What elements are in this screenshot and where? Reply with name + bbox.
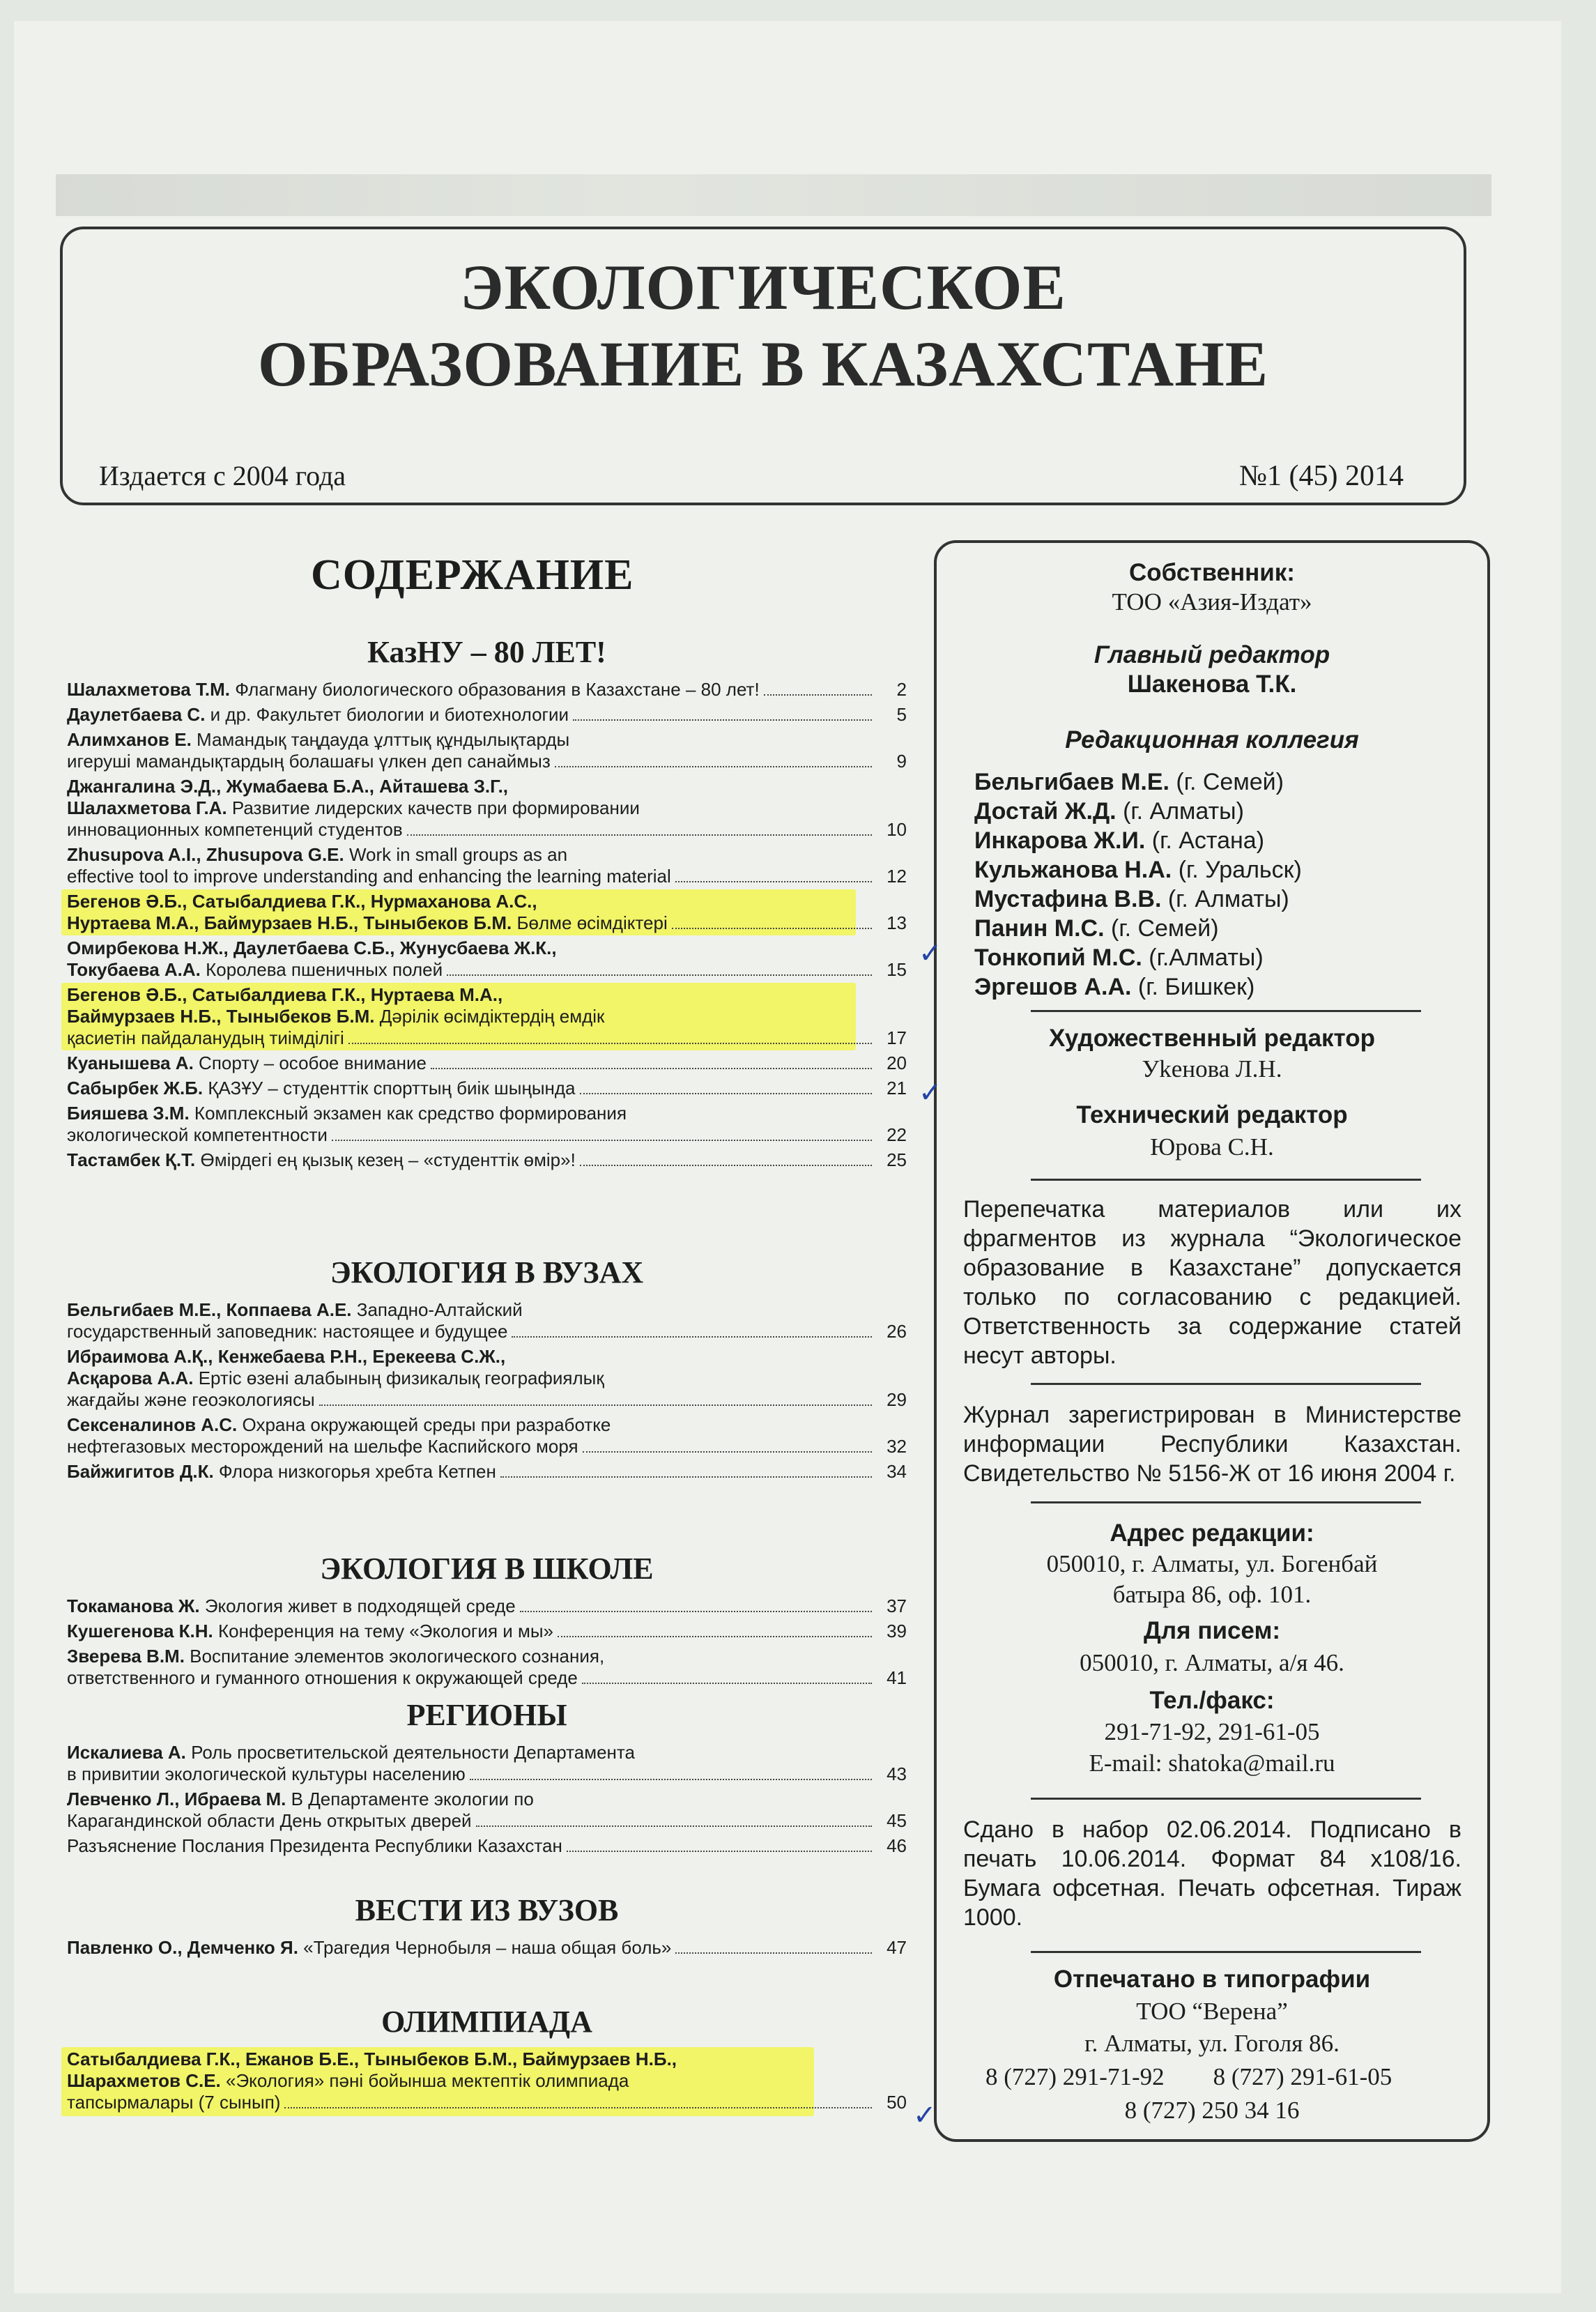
printer-phone-3: 8 (727) 250 34 16 [1124, 2097, 1300, 2124]
toc-entry [67, 704, 907, 726]
toc-entry [67, 1595, 907, 1617]
toc-entry-text: Шарахметов С.Е. «Экология» пәні бойынша мектептік олимпиада [67, 2070, 629, 2091]
toc-entry-text: тапсырмалары (7 сынып) [67, 2092, 281, 2113]
printer-phone-2: 8 (727) 291-61-05 [1213, 2063, 1392, 2090]
toc-entry-text: в привитии экологической культуры населению [67, 1763, 466, 1784]
chief-editor-label: Главный редактор [1094, 641, 1330, 668]
registration-note: Журнал зарегистрирован в Министерстве информации Республики Казахстан. Свидетельство № 5156-Ж от 16 июня 2004 г. [963, 1402, 1461, 1487]
toc-entry-text: Тастамбек Қ.Т. Өмірдегі ең қызық кезең – «студенттік өмір»! [67, 1149, 576, 1170]
toc-entry-text: Искалиева А. Роль просветительской деятельности Департамента [67, 1742, 635, 1763]
board-member-city: (г. Астана) [1145, 827, 1265, 854]
board-member [974, 767, 1302, 797]
art-editor: Уkенова Л.Н. [1142, 1055, 1282, 1082]
pen-tick-icon: ✓ [919, 937, 942, 970]
toc-page-number: 45 [887, 1810, 907, 1831]
art-editor-label: Художественный редактор [1049, 1025, 1375, 1052]
toc-entry [67, 1621, 907, 1642]
leader-dots [675, 1952, 872, 1954]
toc-entry-text: Баймурзаев Н.Б., Тыныбеков Б.М. Дәрілік өсімдіктердің емдік [67, 1006, 605, 1027]
toc-entry [67, 1299, 907, 1342]
journal-title-line2: ОБРАЗОВАНИЕ В КАЗАХСТАНЕ [257, 328, 1269, 399]
editorial-board-list [974, 767, 1302, 1002]
toc-entry [67, 1103, 907, 1146]
section-title: ОЛИМПИАДА [381, 2005, 592, 2039]
leader-dots [476, 1825, 872, 1827]
board-member [974, 797, 1302, 826]
email: E-mail: shatoka@mail.ru [1089, 1750, 1335, 1777]
divider [1031, 1179, 1421, 1181]
toc-entry [67, 844, 907, 887]
leader-dots [583, 1450, 872, 1453]
toc-entry-text: ответственного и гуманного отношения к окружающей среде [67, 1667, 578, 1688]
toc-page-number: 39 [887, 1621, 907, 1641]
board-member-city: (г. Уральск) [1172, 857, 1302, 883]
section-title: ЭКОЛОГИЯ В ВУЗАХ [330, 1255, 644, 1289]
toc-entry [67, 984, 907, 1049]
toc-entry-text: Асқарова А.А. Ертіс өзені алабының физикалық географиялық [67, 1368, 604, 1388]
toc-entry-text: Куанышева А. Спорту – особое внимание [67, 1052, 427, 1073]
toc-entry-text: жағдайы және геоэкологиясы [67, 1389, 315, 1410]
board-member [974, 914, 1302, 943]
board-member-city: (г. Алматы) [1161, 886, 1289, 912]
board-member-city: (г. Семей) [1169, 769, 1284, 795]
printer-phone-1: 8 (727) 291-71-92 [985, 2063, 1165, 2090]
toc-page-number: 15 [887, 959, 907, 980]
contents-title: СОДЕРЖАНИЕ [311, 551, 634, 599]
board-member-city: (г.Алматы) [1142, 944, 1264, 971]
leader-dots [348, 1042, 872, 1044]
toc-page-number: 50 [887, 2092, 907, 2113]
tech-editor-label: Технический редактор [1076, 1101, 1348, 1128]
toc-entry-text: Зверева В.М. Воспитание элементов экологического сознания, [67, 1646, 605, 1667]
printer-phones [937, 2062, 1487, 2092]
leader-dots [573, 719, 872, 721]
toc-entry [67, 776, 907, 841]
toc-entry-text: Сатыбалдиева Г.К., Ежанов Б.Е., Тыныбеков Б.М., Баймурзаев Н.Б., [67, 2049, 677, 2069]
toc-entry-text: қасиетін пайдаланудың тиімділігі [67, 1027, 344, 1048]
toc-entry [67, 1937, 907, 1959]
leader-dots [555, 765, 872, 767]
leader-dots [567, 1850, 872, 1852]
toc-page-number: 13 [887, 912, 907, 933]
section-title: РЕГИОНЫ [406, 1698, 567, 1732]
board-label: Редакционная коллегия [1065, 726, 1359, 753]
toc-page-number: 29 [887, 1389, 907, 1410]
toc-entry-text: инновационных компетенций студентов [67, 819, 403, 840]
phones: 291-71-92, 291-61-05 [1104, 1718, 1320, 1745]
leader-dots [447, 974, 872, 976]
owner-label: Собственник: [1129, 559, 1295, 586]
toc-entry-text: Кушегенова К.Н. Конференция на тему «Экология и мы» [67, 1621, 554, 1641]
toc-entry-text: экологической компетентности [67, 1124, 328, 1145]
toc-entry-text: Ибраимова А.Қ., Кенжебаева Р.Н., Ерекеева С.Ж., [67, 1346, 506, 1367]
leader-dots [332, 1139, 872, 1141]
toc-entry [67, 1149, 907, 1171]
published-since: Издается с 2004 года [99, 460, 346, 491]
toc-entry-text: Бегенов Ә.Б., Сатыбалдиева Г.К., Нуртаева М.А., [67, 984, 503, 1005]
toc-entry [67, 679, 907, 701]
toc-page-number: 9 [896, 751, 907, 772]
toc-entry-text: Бельгибаев М.Е., Коппаева А.Е. Западно-Алтайский [67, 1299, 523, 1320]
toc-entry [67, 2049, 907, 2113]
section-title: ВЕСТИ ИЗ ВУЗОВ [355, 1893, 619, 1927]
divider [1031, 1501, 1421, 1503]
print-info: Сдано в набор 02.06.2014. Подписано в печать 10.06.2014. Формат 84 x108/16. Бумага офсетная. Печать офсетная. Тираж 1000. [963, 1816, 1461, 1931]
board-member-city: (г. Семей) [1104, 915, 1219, 942]
board-member [974, 855, 1302, 885]
leader-dots [582, 1682, 872, 1684]
toc-entry [67, 937, 907, 981]
leader-dots [500, 1476, 872, 1478]
board-member [974, 826, 1302, 855]
divider [1031, 1383, 1421, 1385]
board-member-name: Панин М.С. [974, 915, 1105, 942]
toc-page-number: 22 [887, 1124, 907, 1145]
board-member-name: Эргешов А.А. [974, 974, 1132, 1000]
toc-page-number: 21 [887, 1078, 907, 1098]
toc-entry-text: effective tool to improve understanding and enhancing the learning material [67, 866, 671, 887]
toc-page-number: 32 [887, 1436, 907, 1457]
toc-entry-text: государственный заповедник: настоящее и будущее [67, 1321, 508, 1342]
toc-entry-text: Даулетбаева С. и др. Факультет биологии и биотехнологии [67, 704, 569, 725]
board-member-name: Тонкопий М.С. [974, 944, 1142, 971]
reprint-note: Перепечатка материалов или их фрагментов из журнала “Экологическое образование в Казахстане” допускается только по согласованию с редакцией. Ответственность за содержание статей несут авторы. [963, 1196, 1461, 1369]
section-title: КазНУ – 80 ЛЕТ! [367, 635, 606, 669]
leader-dots [319, 1404, 872, 1406]
board-member-name: Кульжанова Н.А. [974, 857, 1172, 883]
board-member [974, 943, 1302, 972]
toc-entry [67, 891, 907, 934]
leader-dots [675, 880, 872, 882]
board-member [974, 885, 1302, 914]
leader-dots [470, 1778, 872, 1780]
toc-page-number: 25 [887, 1149, 907, 1170]
board-member-city: (г. Алматы) [1116, 798, 1244, 825]
toc-page-number: 2 [896, 679, 907, 700]
printer-address: г. Алматы, ул. Гоголя 86. [1084, 2030, 1340, 2057]
toc-entry-text: Джангалина Э.Д., Жумабаева Б.А., Айташева З.Г., [67, 776, 509, 797]
toc-entry-text: Алимханов Е. Мамандық таңдауда ұлттық құндылықтарды [67, 729, 570, 750]
toc-entry-text: Бияшева З.М. Комплексный экзамен как средство формирования [67, 1103, 627, 1124]
divider [1031, 1010, 1421, 1012]
toc-entry [67, 1414, 907, 1457]
printed-label: Отпечатано в типографии [1053, 1966, 1371, 1993]
leader-dots [284, 2106, 872, 2108]
toc-entry-text: Токаманова Ж. Экология живет в подходящей среде [67, 1595, 516, 1616]
board-member-city: (г. Бишкек) [1131, 974, 1255, 1000]
toc-entry-text: Zhusupova A.I., Zhusupova G.E. Work in small groups as an [67, 844, 568, 865]
leader-dots [558, 1635, 872, 1637]
toc-page-number: 17 [887, 1027, 907, 1048]
toc-entry-text: Карагандинской области День открытых дверей [67, 1810, 472, 1831]
board-member [974, 972, 1302, 1002]
toc-entry [67, 1646, 907, 1689]
leader-dots [672, 927, 872, 929]
toc-page-number: 5 [896, 704, 907, 725]
leader-dots [580, 1092, 872, 1094]
journal-title-line1: ЭКОЛОГИЧЕСКОЕ [460, 252, 1066, 323]
address-label: Адрес редакции: [1110, 1519, 1314, 1547]
divider [1031, 1798, 1421, 1800]
scan-shadow-strip [56, 174, 1491, 216]
toc-page-number: 34 [887, 1461, 907, 1482]
leader-dots [520, 1610, 872, 1612]
toc-entry [67, 1835, 907, 1857]
address-line1: 050010, г. Алматы, ул. Богенбай [1046, 1550, 1378, 1577]
toc-entry-text: Шалахметова Т.М. Флагману биологического образования в Казахстане – 80 лет! [67, 679, 760, 700]
toc-entry-text: Омирбекова Н.Ж., Даулетбаева С.Б., Жунусбаева Ж.К., [67, 937, 557, 958]
divider [1031, 1951, 1421, 1953]
toc-entry-text: Левченко Л., Ибраева М. В Департаменте экологии по [67, 1789, 534, 1809]
toc-page-number: 37 [887, 1595, 907, 1616]
chief-editor: Шакенова Т.К. [1127, 671, 1297, 698]
board-member-name: Мустафина В.В. [974, 886, 1162, 912]
toc-entry [67, 1789, 907, 1832]
toc-entry-text: Токубаева А.А. Королева пшеничных полей [67, 959, 443, 980]
address-line2: батыра 86, оф. 101. [1112, 1581, 1312, 1608]
printer-name: ТОО “Верена” [1136, 1998, 1288, 2025]
journal-title-box [60, 227, 1466, 505]
leader-dots [580, 1164, 872, 1166]
toc-entry-text: игеруші мамандықтардың болашағы үлкен деп санаймыз [67, 751, 551, 772]
board-member-name: Достай Ж.Д. [974, 798, 1117, 825]
toc-page-number: 41 [887, 1667, 907, 1688]
owner: ТОО «Азия-Издат» [1112, 588, 1312, 615]
toc-page-number: 43 [887, 1763, 907, 1784]
toc-page-number: 46 [887, 1835, 907, 1856]
toc-entry-text: нефтегазовых месторождений на шельфе Каспийского моря [67, 1436, 578, 1457]
tech-editor: Юрова С.Н. [1150, 1133, 1274, 1161]
board-member-name: Инкарова Ж.И. [974, 827, 1146, 854]
toc-entry-text: Нуртаева М.А., Баймурзаев Н.Б., Тыныбеков Б.М. Бөлме өсімдіктері [67, 912, 668, 933]
pen-tick-icon: ✓ [919, 1077, 942, 1109]
toc-page-number: 47 [887, 1937, 907, 1958]
toc-entry [67, 1078, 907, 1099]
leader-dots [512, 1335, 872, 1338]
toc-entry [67, 1346, 907, 1411]
toc-entry [67, 729, 907, 772]
toc-page-number: 20 [887, 1052, 907, 1073]
leader-dots [431, 1067, 872, 1069]
toc-entry [67, 1742, 907, 1785]
mail-address: 050010, г. Алматы, а/я 46. [1080, 1649, 1344, 1676]
issue-number: №1 (45) 2014 [1238, 460, 1404, 492]
phone-label: Тел./факс: [1149, 1687, 1275, 1714]
mail-label: Для писем: [1144, 1617, 1280, 1644]
toc-entry-text: Бегенов Ә.Б., Сатыбалдиева Г.К., Нурмаханова А.С., [67, 891, 537, 912]
toc-entry [67, 1461, 907, 1483]
toc-page-number: 26 [887, 1321, 907, 1342]
toc-page-number: 12 [887, 866, 907, 887]
toc-page-number: 10 [887, 819, 907, 840]
toc-entry-text: Разъяснение Послания Президента Республики Казахстан [67, 1835, 562, 1856]
toc-entry [67, 1052, 907, 1074]
pen-tick-icon: ✓ [913, 2099, 937, 2131]
board-member-name: Бельгибаев М.Е. [974, 769, 1169, 795]
toc-entry-text: Шалахметова Г.А. Развитие лидерских качеств при формировании [67, 797, 640, 818]
toc-entry-text: Сексеналинов А.С. Охрана окружающей среды при разработке [67, 1414, 611, 1435]
toc-entry-text: Байжигитов Д.К. Флора низкогорья хребта Кетпен [67, 1461, 496, 1482]
toc-entry-text: Павленко О., Демченко Я. «Трагедия Чернобыля – наша общая боль» [67, 1937, 672, 1958]
toc-entry-text: Сабырбек Ж.Б. ҚАЗҰУ – студенттік спорттың биік шыңында [67, 1078, 576, 1098]
section-title: ЭКОЛОГИЯ В ШКОЛЕ [320, 1552, 654, 1586]
leader-dots [764, 694, 872, 696]
masthead-box [934, 540, 1490, 2142]
leader-dots [407, 834, 872, 836]
